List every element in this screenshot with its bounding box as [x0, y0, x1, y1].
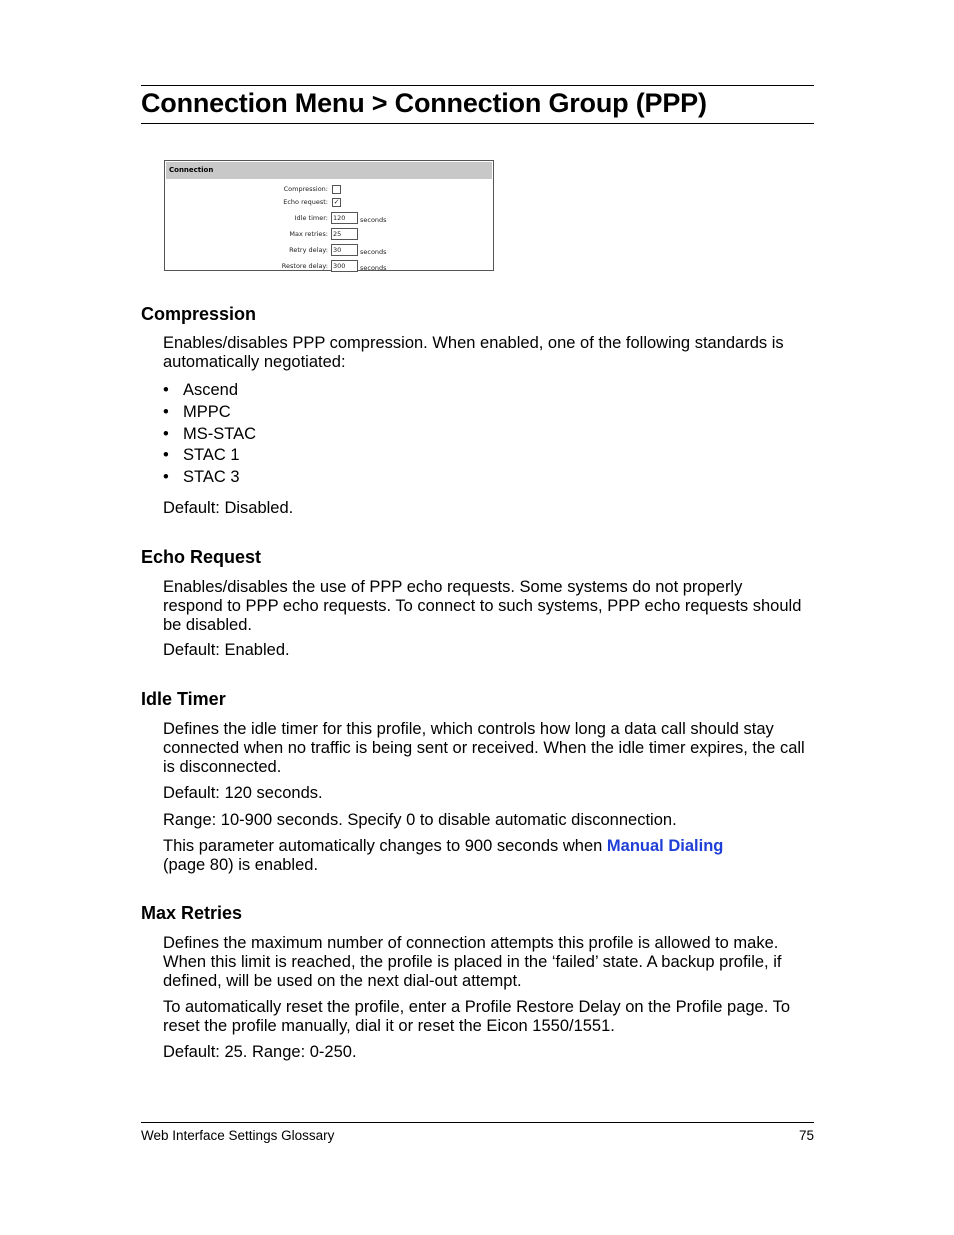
idle-timer-unit: seconds: [360, 216, 387, 224]
page-title: Connection Menu > Connection Group (PPP): [141, 88, 707, 118]
list-item: • STAC 1: [163, 445, 256, 467]
list-item: • STAC 3: [163, 467, 256, 489]
note-text-after: (page 80) is enabled.: [163, 856, 319, 874]
max-retries-default: Default: 25. Range: 0-250.: [163, 1043, 357, 1061]
idle-timer-label: Idle timer:: [294, 214, 328, 222]
restore-delay-row: [165, 260, 493, 273]
idle-timer-input[interactable]: 120: [331, 212, 358, 224]
title-rule-bottom: [141, 123, 814, 124]
list-item: • MPPC: [163, 402, 256, 424]
compression-heading: Compression: [141, 304, 257, 324]
footer-rule: [141, 1122, 814, 1123]
max-retries-reset-text: To automatically reset the profile, enter a Profile Restore Delay on the Profile page. To reset the profile manually, dial it or reset the Eicon 1550/1551.: [163, 998, 791, 1035]
compression-default: Default: Disabled.: [163, 499, 294, 517]
idle-timer-note: [163, 837, 823, 875]
max-retries-heading: Max Retries: [141, 903, 243, 923]
retry-delay-unit: seconds: [360, 248, 387, 256]
compression-intro: Enables/disables PPP compression. When enabled, one of the following standards is automatically negotiated:: [163, 334, 784, 371]
idle-timer-default: Default: 120 seconds.: [163, 784, 323, 802]
retry-delay-row: [165, 244, 493, 257]
footer-title: Web Interface Settings Glossary: [141, 1128, 335, 1143]
echo-request-text: Enables/disables the use of PPP echo requests. Some systems do not properly respond to PPP echo requests. To connect to such systems, PPP echo requests should be disabled.: [163, 578, 802, 634]
page-number: 75: [798, 1128, 814, 1143]
max-retries-label: Max retries:: [289, 230, 328, 238]
idle-timer-range: Range: 10-900 seconds. Specify 0 to disable automatic disconnection.: [163, 811, 677, 829]
connection-settings-panel: [164, 160, 494, 271]
restore-delay-unit: seconds: [360, 264, 387, 272]
list-item: • Ascend: [163, 380, 256, 402]
echo-request-row: [165, 196, 493, 209]
retry-delay-label: Retry delay:: [289, 246, 328, 254]
note-text-before: This parameter automatically changes to 900 seconds when: [163, 837, 607, 855]
echo-request-heading: Echo Request: [141, 547, 262, 567]
idle-timer-heading: Idle Timer: [141, 689, 226, 709]
max-retries-row: [165, 228, 493, 241]
compression-standards-list: [163, 380, 256, 489]
max-retries-input[interactable]: 25: [331, 228, 358, 240]
echo-request-default: Default: Enabled.: [163, 641, 290, 659]
echo-request-checkbox[interactable]: ✓: [333, 198, 340, 206]
restore-delay-input[interactable]: 300: [331, 260, 358, 272]
compression-label: Compression:: [283, 185, 328, 193]
idle-timer-text: Defines the idle timer for this profile, which controls how long a data call should stay connected when no traffic is being sent or received. When the idle timer expires, the call is disconnected.: [163, 720, 805, 776]
panel-header: Connection: [166, 162, 492, 179]
retry-delay-input[interactable]: 30: [331, 244, 358, 256]
manual-dialing-link[interactable]: Manual Dialing: [606, 837, 724, 855]
compression-checkbox[interactable]: [332, 185, 341, 194]
list-item: • MS-STAC: [163, 424, 256, 446]
max-retries-text: Defines the maximum number of connection attempts this profile is allowed to make. When this limit is reached, the profile is placed in the ‘failed’ state. A backup profile, if defined, will be used on the next dial-out attempt.: [163, 934, 782, 990]
echo-request-label: Echo request:: [283, 198, 328, 206]
restore-delay-label: Restore delay:: [281, 262, 328, 270]
idle-timer-row: [165, 212, 493, 225]
compression-row: [165, 183, 493, 196]
